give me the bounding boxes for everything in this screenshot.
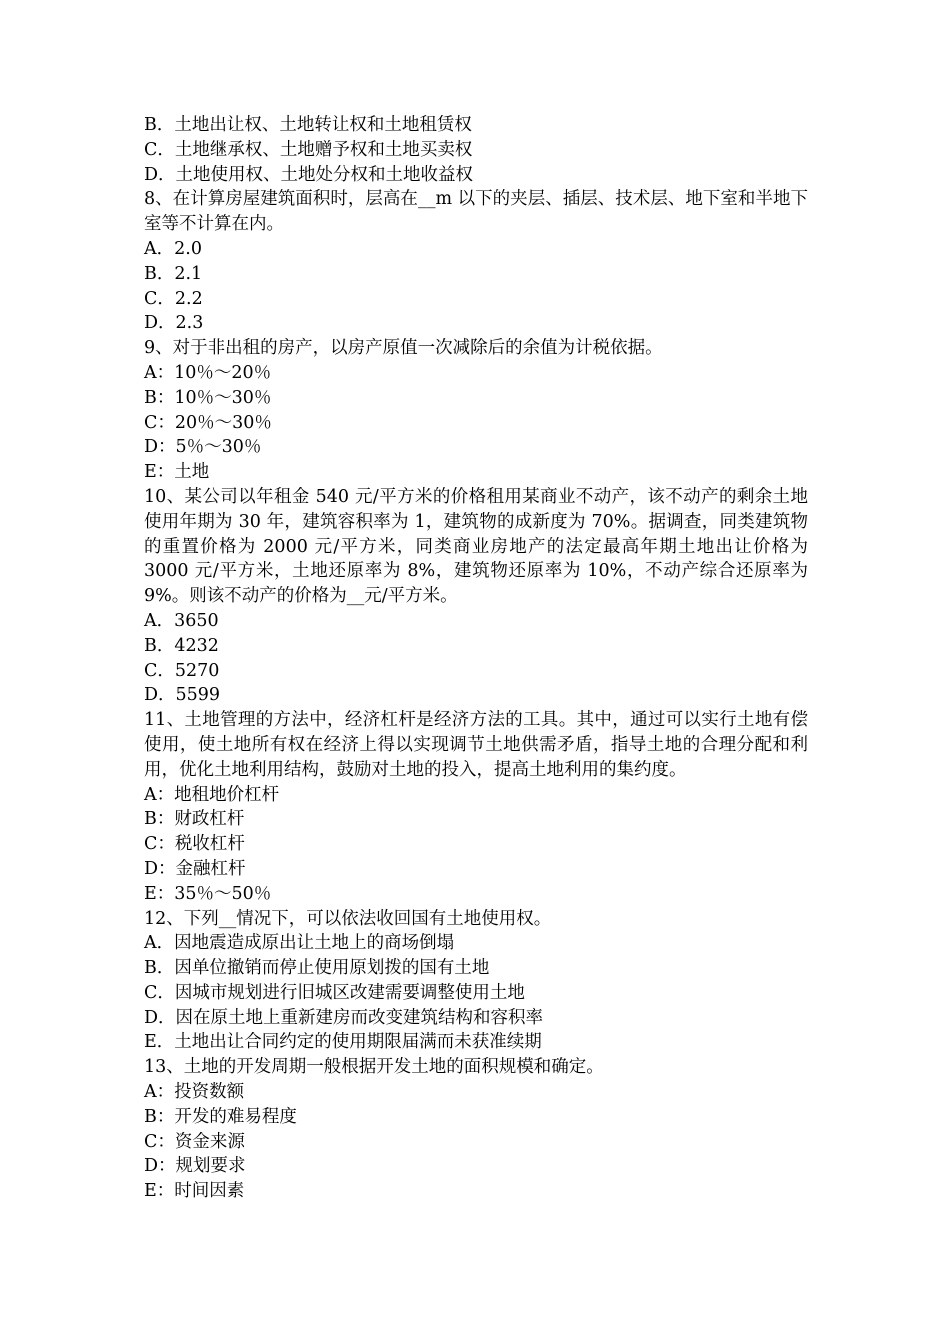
option-b-q7: B．土地出让权、土地转让权和土地租赁权 [144,115,472,135]
option-e-q9: E：土地 [144,462,210,483]
option-a-q9: A：10％～20％ [144,362,272,383]
option-c-q8: C．2.2 [144,288,203,309]
option-d-q10: D．5599 [144,685,221,706]
option-b-q11: B：财政杠杆 [144,809,245,830]
question-13: 13、土地的开发周期一般根据开发土地的面积规模和确定。 [144,1057,604,1078]
question-11: 11、土地管理的方法中，经济杠杆是经济方法的工具。其中，通过可以实行土地有偿使用，使土地所有权在经济上得以实现调节土地供需矛盾，指导土地的合理分配和利用，优化土地利用结构，鼓励对土地的投入，提高土地利用的集约度。 [144,710,808,780]
option-c-q13: C：资金来源 [144,1131,245,1152]
option-a-q10: A．3650 [144,610,219,631]
option-a-q12: A．因地震造成原出让土地上的商场倒塌 [144,933,455,954]
option-c-q10: C．5270 [144,660,220,681]
option-d-q8: D．2.3 [144,313,204,334]
question-12: 12、下列__情况下，可以依法收回国有土地使用权。 [144,908,552,929]
option-c-q11: C：税收杠杆 [144,834,245,855]
question-10: 10、某公司以年租金 540 元/平方米的价格租用某商业不动产，该不动产的剩余土地使用年期为 30 年，建筑容积率为 1，建筑物的成新度为 70%。据调查，同类建筑物的重置价格为 2000 元/平方米，同类商业房地产的法定最高年期土地出让价格为 3000 元/平方米，土地还原率为 8%，建筑物还原率为 10%，不动产综合还原率为 9%。则该不动产的价格为__元/平方米。 [144,486,814,607]
option-a-q13: A：投资数额 [144,1082,245,1103]
question-8: 8、在计算房屋建筑面积时，层高在__m 以下的夹层、插层、技术层、地下室和半地下室等不计算在内。 [144,189,808,235]
option-d-q9: D：5％～30％ [144,437,262,458]
option-d-q7: D．土地使用权、土地处分权和土地收益权 [144,164,474,185]
document-body [144,113,814,1204]
option-b-q13: B：开发的难易程度 [144,1106,297,1127]
option-d-q11: D：金融杠杆 [144,858,246,879]
option-c-q9: C：20％～30％ [144,412,272,433]
option-c-q12: C．因城市规划进行旧城区改建需要调整使用土地 [144,982,525,1003]
option-c-q7: C．土地继承权、土地赠予权和土地买卖权 [144,139,473,160]
option-e-q11: E：35％～50％ [144,883,272,904]
option-b-q9: B：10％～30％ [144,387,272,408]
option-e-q12: E．土地出让合同约定的使用期限届满而未获准续期 [144,1032,542,1053]
option-b-q10: B．4232 [144,635,219,656]
option-a-q11: A：地租地价杠杆 [144,784,280,805]
option-d-q12: D．因在原土地上重新建房而改变建筑结构和容积率 [144,1007,544,1028]
option-e-q13: E：时间因素 [144,1181,245,1202]
option-b-q12: B．因单位撤销而停止使用原划拨的国有土地 [144,958,490,979]
question-9: 9、对于非出租的房产，以房产原值一次减除后的余值为计税依据。 [144,338,663,359]
option-b-q8: B．2.1 [144,263,203,284]
option-d-q13: D：规划要求 [144,1156,246,1177]
option-a-q8: A．2.0 [144,238,202,259]
